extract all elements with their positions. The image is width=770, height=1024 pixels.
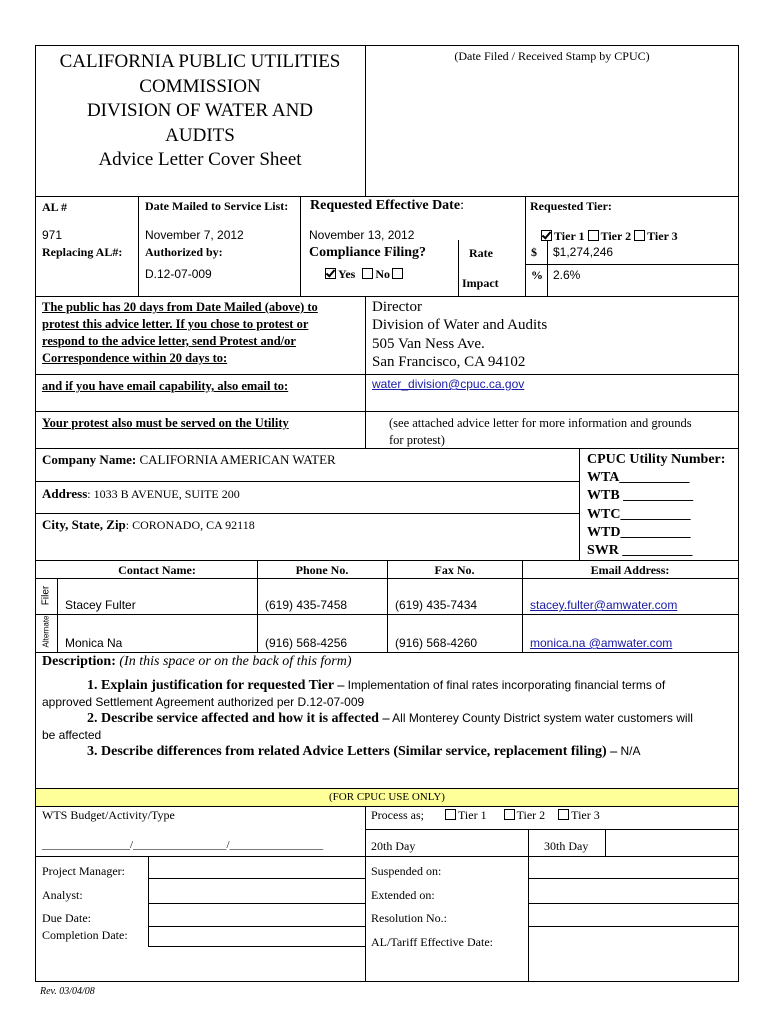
protest-address-line-1: Director <box>372 299 422 315</box>
resolution-no-label: Resolution No.: <box>371 911 448 925</box>
utility-code-wtc: WTC__________ <box>587 506 691 522</box>
thirtieth-day-label: 30th Day <box>544 839 589 853</box>
filer-name: Stacey Fulter <box>65 598 136 612</box>
process-tier1-label: Tier 1 <box>458 808 487 822</box>
company-city-row <box>42 517 255 533</box>
item1-text-b: approved Settlement Agreement authorized per D.12-07-009 <box>42 695 365 709</box>
serve-note-line-2: for protest) <box>389 433 445 447</box>
company-city-label: City, State, Zip <box>42 517 126 532</box>
protest-address-line-4: San Francisco, CA 94102 <box>372 353 526 370</box>
filer-email-link[interactable]: stacey.fulter@amwater.com <box>530 598 678 612</box>
company-name-row <box>42 452 336 468</box>
org-line-3: DIVISION OF WATER AND <box>86 100 314 121</box>
serve-note <box>389 415 692 449</box>
contact-name-header: Contact Name: <box>118 563 196 577</box>
wts-blanks: ________________/_________________/_________________ <box>42 839 324 851</box>
suspended-on-label: Suspended on: <box>371 864 442 878</box>
description-item-2 <box>42 710 736 743</box>
wts-budget-label: WTS Budget/Activity/Type <box>42 808 175 822</box>
compliance-no-checkbox[interactable] <box>362 268 373 279</box>
compliance-no-checkbox-extra <box>392 268 403 279</box>
analyst-label: Analyst: <box>42 888 83 902</box>
org-line-2: COMMISSION <box>139 75 261 97</box>
item2-text-a: All Monterey County District system water customers will <box>389 711 693 725</box>
tier1-label: Tier 1 <box>554 229 585 243</box>
effective-date-heading <box>310 198 464 214</box>
process-tier3-checkbox[interactable] <box>558 809 569 820</box>
alternate-email-link[interactable]: monica.na @amwater.com <box>530 636 673 650</box>
description-item-3 <box>87 743 737 760</box>
fax-header: Fax No. <box>434 563 475 577</box>
tier1-checkbox[interactable] <box>541 230 552 241</box>
al-number-value: 971 <box>42 228 63 242</box>
email-capability-label: and if you have email capability, also email to: <box>42 379 289 393</box>
process-tier3-label: Tier 3 <box>571 808 600 822</box>
protest-address <box>372 298 547 371</box>
protest-notice-line-3: respond to the advice letter, send Protest and/or <box>42 334 296 348</box>
date-mailed-label: Date Mailed to Service List: <box>145 199 289 213</box>
utility-code-wtd: WTD__________ <box>587 524 691 540</box>
compliance-yes-label: Yes <box>338 267 356 281</box>
company-address-value: : 1033 B AVENUE, SUITE 200 <box>87 487 240 501</box>
al-number-label: AL # <box>42 200 68 214</box>
alternate-phone: (916) 568-4256 <box>265 636 348 650</box>
company-address-row <box>42 486 240 502</box>
process-as-row <box>371 808 600 823</box>
filer-role-label: Filer <box>40 585 52 606</box>
protest-address-line-3: 505 Van Ness Ave. <box>372 335 485 352</box>
alternate-fax: (916) 568-4260 <box>395 636 478 650</box>
item1-text-a: Implementation of final rates incorporating financial terms of <box>344 678 666 692</box>
effective-date-colon: : <box>460 198 464 213</box>
tier2-checkbox[interactable] <box>588 230 599 241</box>
process-tier2-checkbox[interactable] <box>504 809 515 820</box>
requested-tier-label: Requested Tier: <box>530 199 612 213</box>
company-name-value: CALIFORNIA AMERICAN WATER <box>139 452 336 467</box>
completion-date-label: Completion Date: <box>42 928 128 942</box>
revision-label: Rev. 03/04/08 <box>40 986 95 997</box>
cpuc-use-banner-text: (FOR CPUC USE ONLY) <box>329 791 445 803</box>
utility-number-block <box>587 451 725 560</box>
description-note: (In this space or on the back of this form) <box>119 654 352 669</box>
utility-code-wta: WTA__________ <box>587 470 690 486</box>
dollar-sign: $ <box>531 245 537 259</box>
filer-fax: (619) 435-7434 <box>395 598 478 612</box>
twentieth-day-label: 20th Day <box>371 839 416 853</box>
replacing-al-label: Replacing AL#: <box>42 245 123 259</box>
water-division-email-link[interactable]: water_division@cpuc.ca.gov <box>372 377 525 391</box>
rate-impact-dollar-value: $1,274,246 <box>553 245 614 259</box>
date-mailed-value: November 7, 2012 <box>145 228 244 242</box>
tier3-label: Tier 3 <box>647 229 678 243</box>
utility-number-label: CPUC Utility Number: <box>587 452 726 467</box>
impact-label: Impact <box>462 276 499 290</box>
effective-date-value: November 13, 2012 <box>309 228 415 242</box>
project-manager-label: Project Manager: <box>42 864 125 878</box>
protest-notice-line-2: protest this advice letter. If you chose to protest or <box>42 317 309 331</box>
process-tier1-checkbox[interactable] <box>445 809 456 820</box>
description-heading <box>42 654 352 670</box>
compliance-options <box>325 267 405 282</box>
item3-text: N/A <box>617 744 641 758</box>
protest-notice <box>42 299 318 367</box>
authorized-by-value: D.12-07-009 <box>145 267 212 281</box>
utility-code-swr: SWR __________ <box>587 543 693 559</box>
tier2-label: Tier 2 <box>600 229 632 243</box>
serve-utility-label: Your protest also must be served on the Utility <box>42 416 289 430</box>
rate-impact-percent-value: 2.6% <box>553 268 581 282</box>
serve-note-line-1: (see attached advice letter for more information and grounds <box>389 416 692 430</box>
item2-label: 2. Describe service affected and how it is affected – <box>87 711 390 726</box>
received-stamp-label: (Date Filed / Received Stamp by CPUC) <box>454 49 650 63</box>
phone-header: Phone No. <box>295 563 349 577</box>
extended-on-label: Extended on: <box>371 888 435 902</box>
effective-date-label: Requested Effective Date <box>310 198 461 213</box>
al-tariff-effective-date-label: AL/Tariff Effective Date: <box>371 935 493 949</box>
company-name-label: Company Name: <box>42 452 137 467</box>
filer-phone: (619) 435-7458 <box>265 598 348 612</box>
item3-label: 3. Describe differences from related Advice Letters (Similar service, replacement filing) – <box>87 744 618 759</box>
company-address-label: Address <box>42 486 88 501</box>
alternate-name: Monica Na <box>65 636 123 650</box>
requested-tier-options <box>541 229 678 244</box>
header-block <box>36 50 364 173</box>
description-item-1 <box>42 677 736 710</box>
rate-label: Rate <box>469 246 493 260</box>
process-tier2-label: Tier 2 <box>516 808 546 822</box>
org-line-1: CALIFORNIA PUBLIC UTILITIES <box>59 51 341 72</box>
protest-notice-line-4: Correspondence within 20 days to: <box>42 351 228 365</box>
compliance-no-label: No <box>375 267 391 281</box>
item1-label: 1. Explain justification for requested Tier – <box>87 678 345 693</box>
utility-code-wtb: WTB __________ <box>587 488 694 504</box>
authorized-by-label: Authorized by: <box>145 245 223 259</box>
description-label: Description: <box>42 654 116 669</box>
item2-text-b: be affected <box>42 728 102 742</box>
email-header: Email Address: <box>590 563 670 577</box>
percent-sign: % <box>531 268 543 282</box>
company-city-value: : CORONADO, CA 92118 <box>125 518 255 532</box>
form-title: Advice Letter Cover Sheet <box>98 149 302 170</box>
process-as-label: Process as; <box>371 808 424 822</box>
compliance-yes-checkbox[interactable] <box>325 268 336 279</box>
protest-address-line-2: Division of Water and Audits <box>372 317 548 334</box>
compliance-filing-label: Compliance Filing? <box>309 245 427 260</box>
tier3-checkbox[interactable] <box>634 230 645 241</box>
org-line-4: AUDITS <box>165 124 235 146</box>
due-date-label: Due Date: <box>42 911 91 925</box>
protest-notice-line-1: The public has 20 days from Date Mailed (above) to <box>42 300 318 314</box>
alternate-role-label: Alternate <box>41 615 51 648</box>
